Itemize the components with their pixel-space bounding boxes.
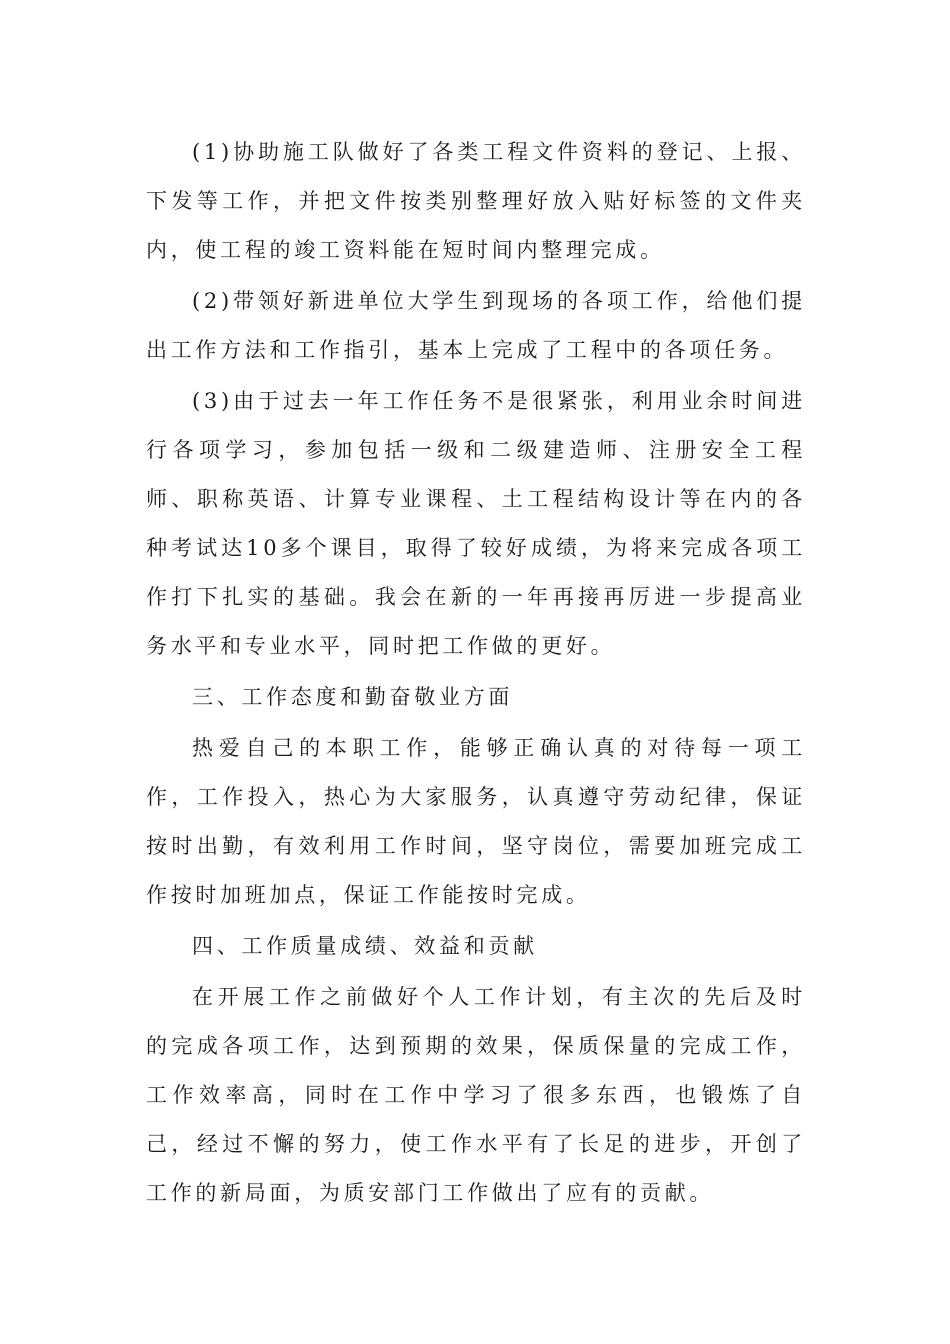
- section-heading-3: 三、工作态度和勤奋敬业方面: [192, 685, 514, 709]
- paragraph-item-1: (1)协助施工队做好了各类工程文件资料的登记、上报、下发等工作，并把文件按类别整理好放入贴好标签的文件夹内，使工程的竣工资料能在短时间内整理完成。: [146, 140, 806, 262]
- paragraph-item-2: (2)带领好新进单位大学生到现场的各项工作，给他们提出工作方法和工作指引，基本上完成了工程中的各项任务。: [146, 289, 806, 362]
- paragraph-work-quality: 在开展工作之前做好个人工作计划，有主次的先后及时的完成各项工作，达到预期的效果，保质保量的完成工作，工作效率高，同时在工作中学习了很多东西，也锻炼了自己，经过不懈的努力，使工作水平有了长足的进步，开创了工作的新局面，为质安部门工作做出了应有的贡献。: [146, 985, 806, 1205]
- section-heading-4: 四、工作质量成绩、效益和贡献: [192, 934, 538, 958]
- paragraph-item-3: (3)由于过去一年工作任务不是很紧张，利用业余时间进行各项学习，参加包括一级和二级建造师、注册安全工程师、职称英语、计算专业课程、土工程结构设计等在内的各种考试达10多个课目，取得了较好成绩，为将来完成各项工作打下扎实的基础。我会在新的一年再接再厉进一步提高业务水平和专业水平，同时把工作做的更好。: [146, 389, 806, 658]
- paragraph-work-attitude: 热爱自己的本职工作，能够正确认真的对待每一项工作，工作投入，热心为大家服务，认真遵守劳动纪律，保证按时出勤，有效利用工作时间，坚守岗位，需要加班完成工作按时加班加点，保证工作能按时完成。: [146, 736, 806, 907]
- document-body: [146, 128, 806, 1220]
